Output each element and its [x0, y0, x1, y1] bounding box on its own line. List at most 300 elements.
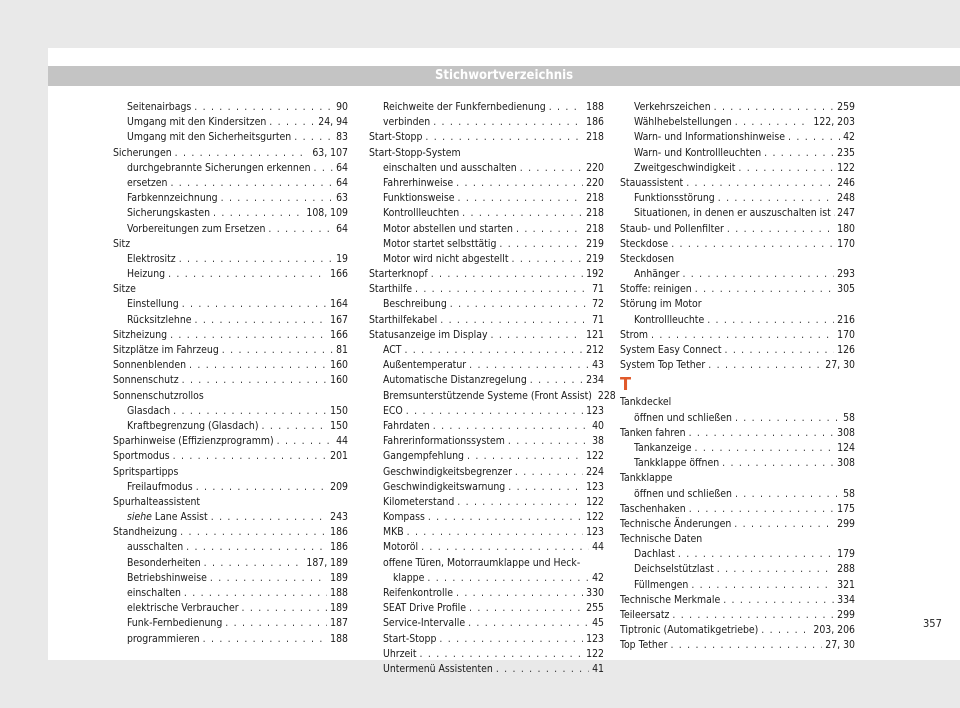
dot-leader — [406, 404, 583, 419]
index-entry-text: Funktionsweise — [383, 192, 455, 205]
index-entry-text: Warn- und Informationshinweise — [634, 131, 786, 144]
dot-leader — [182, 297, 327, 312]
dot-leader — [549, 100, 583, 115]
index-entry — [369, 176, 604, 191]
index-entry-page: 122 — [586, 495, 604, 508]
see-reference: siehe — [127, 511, 152, 524]
dot-leader — [761, 623, 810, 638]
index-entry-page: 334 — [837, 593, 855, 606]
dot-leader — [186, 540, 327, 555]
index-entry-page: 299 — [837, 609, 855, 621]
index-entry-page: 63, 107 — [312, 146, 348, 159]
index-entry — [369, 161, 604, 176]
index-entry-page: 44 — [336, 435, 348, 448]
index-entry-term — [369, 130, 422, 145]
index-entry-term — [383, 191, 454, 206]
index-entry-term — [113, 282, 136, 297]
index-entry-term — [113, 449, 170, 464]
dot-leader — [508, 434, 589, 449]
index-entry-text: Teileersatz — [620, 609, 670, 621]
dot-leader — [407, 525, 584, 540]
index-entry-text: durchgebrannte Sicherungen erkennen — [127, 161, 311, 174]
index-entry — [113, 632, 348, 647]
index-entry-text: Motor startet selbsttätig — [383, 237, 497, 250]
dot-leader — [670, 638, 822, 653]
index-entry-page: 212 — [586, 344, 604, 356]
dot-leader — [203, 632, 328, 647]
index-entry-term — [127, 601, 239, 616]
index-entry-text: Verkehrszeichen — [634, 101, 711, 113]
index-entry-term — [634, 100, 711, 115]
index-entry — [369, 495, 604, 510]
index-entry — [620, 191, 855, 206]
index-entry-page: 122 — [586, 450, 604, 463]
index-entry-term — [383, 525, 404, 540]
index-entry-page: 305 — [837, 283, 855, 296]
dot-leader — [182, 373, 328, 388]
index-entry — [620, 517, 855, 532]
index-entry-page: 189 — [330, 571, 348, 584]
index-entry — [620, 161, 855, 176]
index-entry-page: 81 — [336, 344, 348, 356]
index-entry-term — [383, 632, 436, 647]
index-entry — [369, 449, 604, 464]
index-entry-text: Automatische Distanzregelung — [383, 374, 527, 387]
index-entry-page: 180 — [837, 222, 855, 235]
index-entry-text: Funktionsstörung — [634, 192, 715, 205]
index-entry-text: Sparhinweise (Effizienzprogramm) — [113, 435, 274, 448]
index-entry — [369, 540, 604, 555]
index-entry-term — [634, 267, 679, 282]
index-entry-page: 308 — [837, 457, 855, 470]
index-entry — [113, 373, 348, 388]
index-entry-text: Rücksitzlehne — [127, 313, 192, 326]
page-number: 357 — [923, 617, 942, 630]
index-entry — [620, 441, 855, 456]
index-entry-page: 330 — [586, 587, 604, 599]
index-entry-term — [634, 456, 719, 471]
dot-leader — [184, 586, 327, 601]
dot-leader — [404, 343, 583, 358]
index-entry-text: Taschenhaken — [620, 502, 686, 515]
dot-leader — [195, 313, 328, 328]
index-entry-page: 167 — [330, 313, 348, 326]
index-entry-term — [383, 237, 496, 252]
dot-leader — [179, 252, 333, 267]
index-entry-text: Sitze — [113, 283, 136, 296]
index-entry-term — [620, 222, 724, 237]
index-entry-page: 58 — [843, 487, 855, 500]
index-entry-page: 123 — [586, 480, 604, 493]
index-entry — [620, 146, 855, 161]
index-entry-text: Füllmengen — [634, 578, 689, 591]
index-entry-text: Freilaufmodus — [127, 480, 193, 493]
page-title: Stichwortverzeichnis — [48, 66, 960, 86]
index-column-3 — [620, 100, 855, 654]
index-entry-text: Sportmodus — [113, 450, 170, 463]
index-entry-text: Elektrositz — [127, 252, 176, 265]
index-entry-term — [383, 449, 464, 464]
index-entry-page: 228 — [597, 389, 616, 402]
index-entry-page: 235 — [837, 146, 855, 159]
index-entry-page: 160 — [330, 359, 348, 372]
index-entry-term — [127, 586, 181, 601]
dot-leader — [738, 161, 834, 176]
index-entry-page: 188 — [330, 587, 348, 599]
index-entry — [620, 176, 855, 191]
index-entry-page: 186 — [586, 116, 604, 129]
index-entry-page: 186 — [330, 526, 348, 539]
index-entry-page: 122, 203 — [813, 116, 855, 129]
index-entry-text: Sitzheizung — [113, 328, 168, 341]
index-entry-page: 293 — [837, 268, 855, 281]
index-entry-page: 150 — [330, 404, 348, 417]
dot-leader — [242, 601, 328, 616]
index-entry-term — [634, 161, 735, 176]
index-entry-page: 126 — [837, 344, 855, 356]
index-entry-text: Spritspartipps — [113, 465, 179, 478]
index-entry-page: 19 — [336, 252, 348, 265]
dot-leader — [173, 404, 327, 419]
index-entry-term — [383, 419, 430, 434]
index-entry-text: Anhänger — [634, 268, 680, 281]
dot-leader — [722, 456, 834, 471]
index-entry — [369, 632, 604, 647]
index-entry-term — [127, 267, 165, 282]
index-entry-term — [383, 176, 453, 191]
index-entry-term — [127, 252, 176, 267]
index-entry-text: Beschreibung — [383, 298, 447, 311]
index-entry — [369, 647, 604, 662]
index-entry-term — [383, 222, 513, 237]
index-entry-page: 40 — [592, 419, 604, 432]
dot-leader — [420, 647, 584, 662]
index-entry-term — [383, 206, 459, 221]
index-entry-page: 123 — [586, 632, 604, 645]
index-entry-page: 90 — [336, 101, 348, 113]
dot-leader — [168, 267, 327, 282]
index-entry-text: Sitzplätze im Fahrzeug — [113, 344, 219, 356]
index-entry — [113, 449, 348, 464]
index-entry-text: ersetzen — [127, 176, 168, 189]
index-entry — [369, 100, 604, 115]
index-entry-text: Stauassistent — [620, 176, 684, 189]
index-entry-term — [127, 222, 265, 237]
index-entry — [620, 297, 855, 312]
index-entry-text: Heizung — [127, 268, 166, 281]
index-entry-page: 41 — [592, 662, 604, 675]
index-entry-text: elektrische Verbraucher — [127, 602, 239, 615]
index-entry-page: 108, 109 — [306, 207, 348, 220]
index-entry — [113, 465, 348, 480]
index-entry-term — [620, 623, 758, 638]
index-entry-term — [127, 297, 179, 312]
index-entry-text: Sicherungen — [113, 146, 172, 159]
dot-leader — [689, 502, 834, 517]
index-entry — [620, 547, 855, 562]
index-entry-text: Seitenairbags — [127, 101, 192, 113]
index-entry-page: 166 — [330, 268, 348, 281]
index-entry — [113, 115, 348, 130]
index-entry-text: Standheizung — [113, 526, 178, 539]
dot-leader — [196, 480, 327, 495]
index-entry-page: 64 — [336, 161, 348, 174]
index-entry-term — [620, 358, 705, 373]
index-entry-term — [620, 328, 648, 343]
index-entry — [620, 638, 855, 653]
index-entry-term — [127, 480, 193, 495]
index-entry — [620, 593, 855, 608]
index-entry-text: öffnen und schließen — [634, 411, 732, 424]
index-entry-term — [127, 313, 192, 328]
index-entry-text: Dachlast — [634, 548, 675, 561]
index-entry-page: 179 — [837, 548, 855, 561]
index-entry-term — [383, 616, 465, 631]
index-entry-text: Steckdosen — [620, 252, 675, 265]
index-entry — [620, 578, 855, 593]
index-entry — [620, 313, 855, 328]
index-entry — [113, 389, 348, 404]
index-entry-term — [383, 540, 418, 555]
index-entry-term — [113, 465, 178, 480]
index-entry-text: Sitz — [113, 237, 131, 250]
index-entry-text: Tankdeckel — [620, 396, 672, 409]
index-entry-text: programmieren — [127, 632, 200, 645]
index-entry — [113, 176, 348, 191]
index-entry-page: 27, 30 — [825, 359, 855, 372]
dot-leader — [530, 373, 583, 388]
index-entry-term — [383, 586, 453, 601]
index-entry-page: 122 — [837, 161, 855, 174]
index-entry — [113, 525, 348, 540]
index-entry-term — [113, 373, 179, 388]
index-entry-term — [127, 632, 200, 647]
index-entry-text: Technische Merkmale — [620, 593, 721, 606]
dot-leader — [714, 100, 835, 115]
index-entry-page: 255 — [586, 602, 604, 615]
index-entry — [113, 601, 348, 616]
index-entry-page: 124 — [837, 441, 855, 454]
index-entry-text: Starthilfekabel — [369, 313, 438, 326]
dot-leader — [173, 449, 328, 464]
dot-leader — [723, 593, 834, 608]
index-entry-term — [383, 510, 425, 525]
index-entry-text: Lane Assist — [154, 511, 208, 524]
index-entry-term — [113, 328, 167, 343]
index-entry — [620, 237, 855, 252]
index-entry-page: 218 — [586, 131, 604, 144]
index-entry — [113, 146, 348, 161]
index-entry-page: 123 — [586, 526, 604, 539]
dot-leader — [433, 115, 583, 130]
section-letter: T — [620, 374, 632, 396]
index-entry-term — [620, 395, 671, 410]
dot-leader — [262, 419, 328, 434]
dot-leader — [433, 419, 589, 434]
index-entry — [369, 616, 604, 631]
dot-leader — [314, 161, 334, 176]
dot-leader — [194, 100, 333, 115]
index-entry-term — [127, 100, 191, 115]
dot-leader — [210, 571, 327, 586]
index-entry-page: 218 — [586, 192, 604, 205]
index-entry-page: 122 — [586, 511, 604, 524]
index-entry-page: 42 — [843, 131, 855, 144]
index-entry-text: Wählhebelstellungen — [634, 116, 732, 129]
index-entry-text: Umgang mit den Sicherheitsgurten — [127, 131, 292, 144]
index-entry — [369, 222, 604, 237]
dot-leader — [415, 282, 589, 297]
index-entry-term — [620, 237, 668, 252]
index-entry-text: Glasdach — [127, 404, 171, 417]
index-entry — [369, 556, 604, 571]
index-entry-term — [127, 191, 218, 206]
dot-leader — [691, 578, 834, 593]
index-entry-page: 64 — [336, 176, 348, 189]
index-entry-term — [383, 647, 417, 662]
index-entry — [369, 358, 604, 373]
dot-leader — [678, 547, 834, 562]
dot-leader — [175, 146, 310, 161]
index-entry — [369, 480, 604, 495]
dot-leader — [788, 130, 840, 145]
index-entry-text: Tankanzeige — [634, 441, 692, 454]
dot-leader — [468, 616, 589, 631]
index-entry-term — [634, 191, 715, 206]
index-entry-page: 63 — [336, 192, 348, 205]
index-entry — [113, 130, 348, 145]
index-entry-page: 186 — [330, 541, 348, 554]
index-entry-term — [127, 540, 183, 555]
index-entry-term — [383, 343, 401, 358]
index-entry — [369, 313, 604, 328]
index-entry-term — [383, 662, 493, 677]
dot-leader — [508, 480, 583, 495]
index-entry-term — [369, 313, 437, 328]
index-entry-term — [620, 252, 674, 267]
index-entry-text: Kraftbegrenzung (Glasdach) — [127, 419, 259, 432]
index-entry-text: System Easy Connect — [620, 344, 722, 356]
index-entry-text: Strom — [620, 328, 649, 341]
index-entry-term — [383, 404, 403, 419]
index-entry-text: Kontrollleuchten — [383, 207, 460, 220]
dot-leader — [520, 161, 583, 176]
index-entry-page: 188 — [330, 632, 348, 645]
index-entry — [369, 373, 604, 388]
index-entry-term — [620, 608, 669, 623]
index-entry — [620, 426, 855, 441]
index-entry-text: verbinden — [383, 116, 431, 129]
index-entry-term — [620, 426, 686, 441]
index-entry-text: Sonnenschutzrollos — [113, 389, 204, 402]
index-entry-text: Motoröl — [383, 541, 419, 554]
index-entry — [620, 267, 855, 282]
index-entry-text: Fahrdaten — [383, 419, 430, 432]
index-entry — [113, 328, 348, 343]
index-entry-text: Gangempfehlung — [383, 450, 464, 463]
index-entry-text: SEAT Drive Profile — [383, 602, 467, 615]
index-entry-page: 42 — [592, 571, 604, 584]
index-entry — [620, 328, 855, 343]
index-entry-text: Geschwindigkeitswarnung — [383, 480, 506, 493]
dot-leader — [204, 556, 304, 571]
index-entry — [369, 297, 604, 312]
index-entry-text: Farbkennzeichnung — [127, 192, 218, 205]
index-entry — [620, 222, 855, 237]
index-entry-text: Start-Stopp — [383, 632, 437, 645]
dot-leader — [717, 562, 834, 577]
index-entry-page: 64 — [336, 222, 348, 235]
index-entry-text: Situationen, in denen er auszuschalten ist — [634, 207, 831, 220]
index-entry-term — [369, 267, 428, 282]
dot-leader — [456, 586, 583, 601]
index-entry-term — [634, 441, 691, 456]
dot-leader — [651, 328, 834, 343]
index-entry-page: 164 — [330, 298, 348, 311]
dot-leader — [695, 282, 834, 297]
index-entry — [369, 586, 604, 601]
dot-leader — [735, 411, 840, 426]
index-entry-text: Technische Änderungen — [620, 517, 732, 530]
index-entry — [620, 411, 855, 426]
index-entry — [113, 419, 348, 434]
index-entry-page: 299 — [837, 517, 855, 530]
index-entry — [113, 267, 348, 282]
dot-leader — [499, 237, 583, 252]
index-entry-term — [127, 161, 311, 176]
index-entry-page: 72 — [592, 298, 604, 311]
index-entry-text: Staub- und Pollenfilter — [620, 222, 724, 235]
index-entry-page: 121 — [586, 328, 604, 341]
index-entry-text: einschalten und ausschalten — [383, 161, 517, 174]
index-entry-page: 203, 206 — [813, 624, 855, 637]
index-entry-text: Top Tether — [620, 639, 668, 652]
index-entry-term — [113, 343, 219, 358]
index-entry — [113, 237, 348, 252]
index-entry — [369, 434, 604, 449]
index-entry-text: Untermenü Assistenten — [383, 662, 493, 675]
index-entry-text: Motor wird nicht abgestellt — [383, 252, 509, 265]
index-entry — [113, 297, 348, 312]
index-entry-page: 44 — [592, 541, 604, 554]
index-entry-page: 189 — [330, 602, 348, 615]
index-entry-term — [634, 146, 761, 161]
index-entry-page: 216 — [837, 313, 855, 326]
index-entry-text: Start-Stopp — [369, 131, 423, 144]
index-entry-term — [383, 465, 512, 480]
index-entry-term — [127, 404, 170, 419]
index-entry — [620, 532, 855, 547]
dot-leader — [213, 206, 303, 221]
index-entry — [113, 571, 348, 586]
index-entry — [620, 130, 855, 145]
index-entry-text: System Top Tether — [620, 359, 706, 372]
index-entry — [369, 419, 604, 434]
index-entry — [620, 502, 855, 517]
index-entry-page: 243 — [330, 511, 348, 524]
index-entry-text: Sicherungskasten — [127, 207, 211, 220]
index-entry — [620, 115, 855, 130]
index-entry-text: offene Türen, Motorraumklappe und Heck- — [383, 556, 581, 569]
index-entry — [620, 608, 855, 623]
index-entry-page: 209 — [330, 480, 348, 493]
index-entry-text: MKB — [383, 526, 404, 539]
index-entry-term — [634, 411, 732, 426]
index-entry-text: Statusanzeige im Display — [369, 328, 488, 341]
index-entry-page: 123 — [586, 404, 604, 417]
dot-leader — [516, 222, 583, 237]
index-entry-term — [369, 328, 488, 343]
